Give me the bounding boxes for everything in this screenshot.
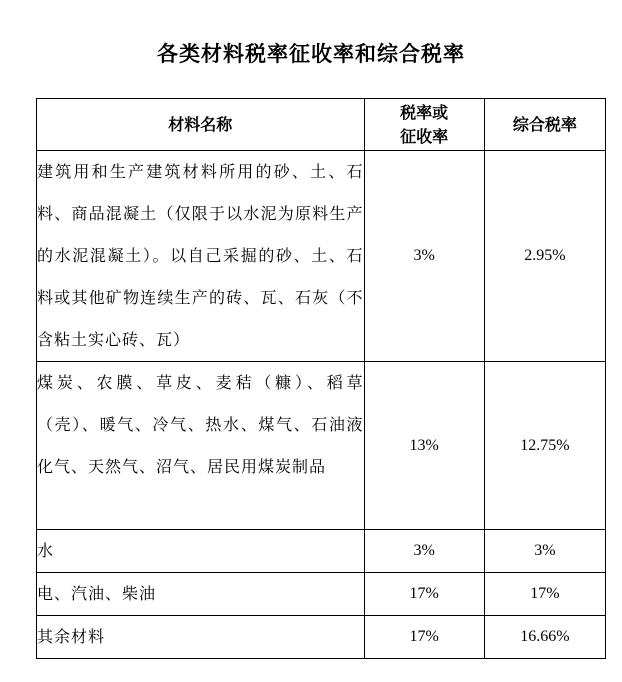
material-name-cell: 水 xyxy=(37,530,365,573)
tax-rate-cell: 13% xyxy=(364,362,484,530)
table-row xyxy=(37,362,606,530)
table-row xyxy=(37,616,606,659)
composite-rate-cell: 3% xyxy=(484,530,605,573)
composite-rate-cell: 16.66% xyxy=(484,616,605,659)
header-composite-rate: 综合税率 xyxy=(484,99,605,151)
header-material-name: 材料名称 xyxy=(37,99,365,151)
material-name-cell: 建筑用和生产建筑材料所用的砂、土、石料、商品混凝土（仅限于以水泥为原料生产的水泥混凝土）。以自己采掘的砂、土、石料或其他矿物连续生产的砖、瓦、石灰（不含粘土实心砖、瓦） xyxy=(37,151,365,362)
material-name-cell: 其余材料 xyxy=(37,616,365,659)
tax-rate-table xyxy=(36,98,606,659)
header-tax-rate-label: 税率或征收率 xyxy=(400,102,449,146)
tax-rate-cell: 3% xyxy=(364,151,484,362)
material-name-cell: 煤炭、农膜、草皮、麦秸（糠）、稻草（壳）、暖气、冷气、热水、煤气、石油液化气、天然气、沼气、居民用煤炭制品 xyxy=(37,362,365,530)
header-tax-rate xyxy=(364,99,484,151)
tax-rate-cell: 3% xyxy=(364,530,484,573)
table-row xyxy=(37,530,606,573)
composite-rate-cell: 2.95% xyxy=(484,151,605,362)
material-name-cell: 电、汽油、柴油 xyxy=(37,573,365,616)
table-row xyxy=(37,151,606,362)
table-header-row xyxy=(37,99,606,151)
table-row xyxy=(37,573,606,616)
tax-rate-cell: 17% xyxy=(364,573,484,616)
composite-rate-cell: 17% xyxy=(484,573,605,616)
tax-rate-cell: 17% xyxy=(364,616,484,659)
composite-rate-cell: 12.75% xyxy=(484,362,605,530)
page-title: 各类材料税率征收率和综合税率 xyxy=(157,42,465,66)
